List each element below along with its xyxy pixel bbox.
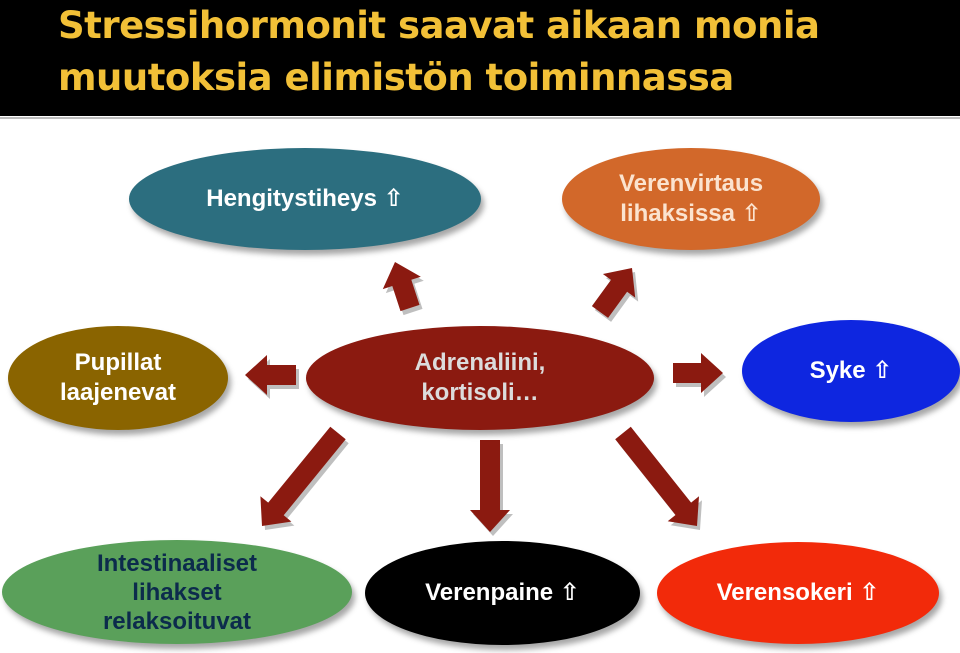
- node-pupillat-label: Pupillat laajenevat: [59, 349, 177, 406]
- node-verenpaine: [365, 541, 640, 645]
- slide-title-line-2: muutoksia elimistön toiminnassa: [58, 56, 734, 99]
- node-verenvirtaus: [562, 148, 820, 250]
- node-verensokeri-label: Verensokeri ⇧: [716, 579, 880, 606]
- arrow-to-verensokeri: [615, 427, 699, 526]
- node-hengitystiheys-label: Hengitystiheys ⇧: [206, 185, 404, 212]
- node-pupillat: [8, 326, 228, 430]
- node-center-label: Adrenaliini, kortisoli…: [414, 349, 546, 406]
- slide-title-line-1: Stressihormonit saavat aikaan monia: [58, 4, 820, 47]
- arrow-to-intestinaaliset: [260, 427, 345, 526]
- node-verenvirtaus-label: Verenvirtaus lihaksissa ⇧: [618, 170, 764, 227]
- node-verenpaine-label: Verenpaine ⇧: [425, 579, 580, 606]
- node-adrenaliini-kortisoli: [306, 326, 654, 430]
- node-intestinaaliset-label: Intestinaaliset lihakset relaksoituvat: [96, 549, 258, 635]
- node-syke-label: Syke ⇧: [809, 357, 893, 384]
- node-verensokeri: [657, 542, 939, 644]
- node-syke: [742, 320, 960, 422]
- node-intestinaaliset: [2, 540, 352, 644]
- node-hengitystiheys: [129, 148, 481, 250]
